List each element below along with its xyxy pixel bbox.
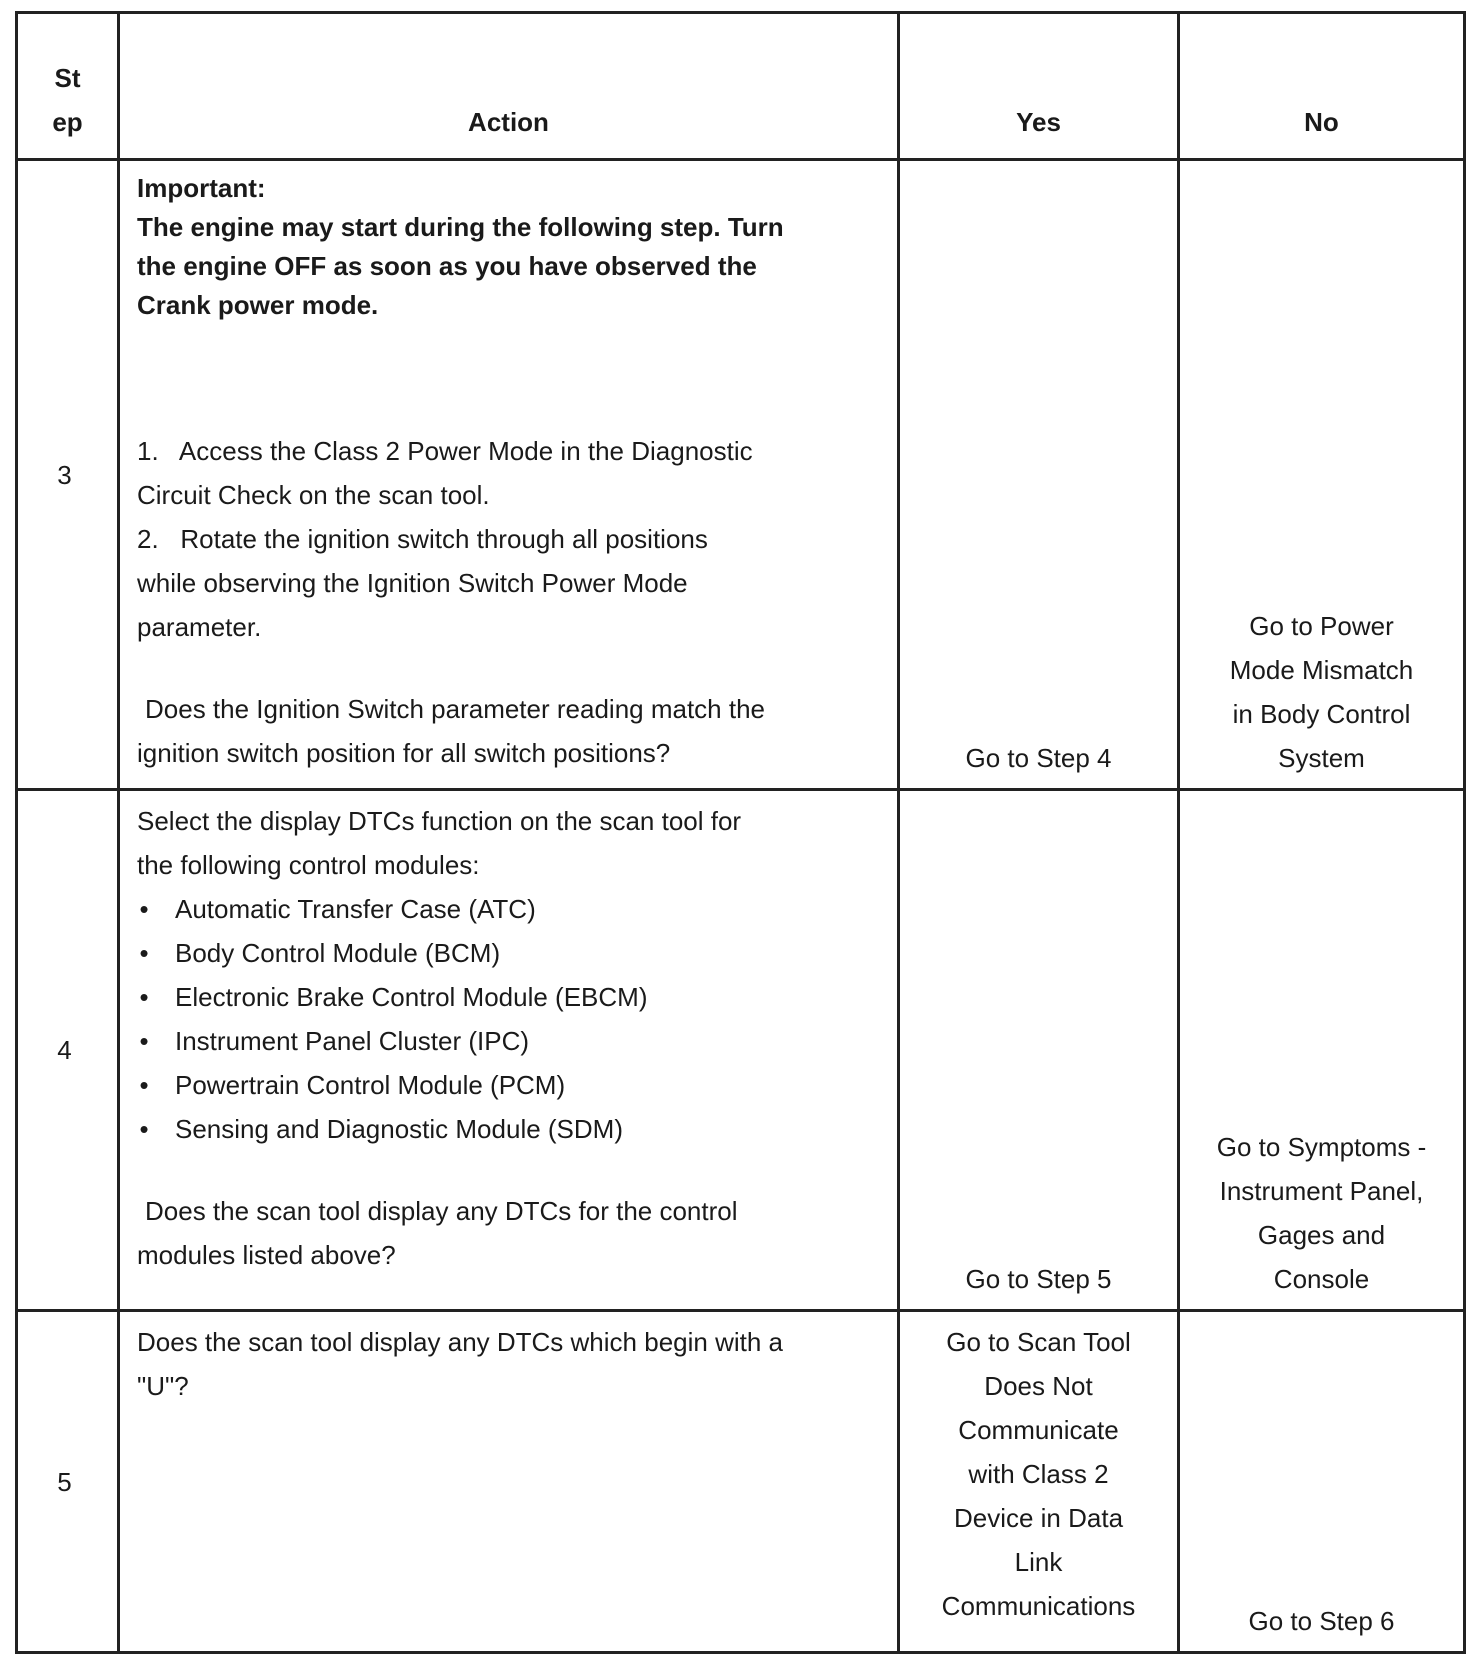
yes-link-line: Does Not bbox=[984, 1371, 1093, 1401]
bullet-icon: • bbox=[139, 982, 149, 1012]
question-line: "U"? bbox=[137, 1371, 189, 1401]
bullet-icon: • bbox=[139, 938, 149, 968]
important-text-line: Crank power mode. bbox=[137, 290, 379, 320]
no-cell bbox=[1179, 1311, 1465, 1653]
table-row-step-4 bbox=[17, 790, 1465, 1311]
no-link-line: Go to Power bbox=[1249, 611, 1394, 641]
yes-link-line: Device in Data bbox=[953, 1503, 1124, 1533]
no-link-line: Go to Symptoms - bbox=[1216, 1132, 1427, 1162]
yes-link[interactable] bbox=[918, 1320, 1159, 1628]
important-note bbox=[137, 169, 887, 325]
bullet-icon: • bbox=[139, 1114, 149, 1144]
action-cell bbox=[119, 1311, 899, 1653]
no-link-line: Gages and bbox=[1257, 1220, 1386, 1250]
important-label: Important: bbox=[137, 173, 266, 203]
action-cell bbox=[119, 790, 899, 1311]
header-no: No bbox=[1179, 13, 1465, 160]
yes-link[interactable]: Go to Step 5 bbox=[965, 1264, 1112, 1294]
no-cell bbox=[1179, 160, 1465, 790]
header-step bbox=[17, 13, 119, 160]
yes-cell bbox=[899, 160, 1179, 790]
list-item bbox=[137, 1063, 887, 1107]
yes-link-line: with Class 2 bbox=[968, 1459, 1109, 1489]
bullet-icon: • bbox=[139, 1070, 149, 1100]
list-item bbox=[137, 1107, 887, 1151]
no-link[interactable] bbox=[1198, 604, 1445, 780]
no-link-line: System bbox=[1278, 743, 1365, 773]
numbered-step-line: 1. Access the Class 2 Power Mode in the Diagnostic bbox=[137, 436, 753, 466]
question-line: Does the scan tool display any DTCs which begin with a bbox=[137, 1327, 783, 1357]
numbered-step-line: parameter. bbox=[137, 612, 262, 642]
numbered-steps bbox=[137, 429, 887, 649]
header-row bbox=[17, 13, 1465, 160]
step-number: 5 bbox=[17, 1311, 119, 1653]
intro-line: Select the display DTCs function on the scan tool for bbox=[137, 806, 742, 836]
diagnostic-table bbox=[15, 11, 1466, 1654]
no-link-line: Instrument Panel, bbox=[1219, 1176, 1424, 1206]
intro-line: the following control modules: bbox=[137, 850, 480, 880]
question bbox=[137, 1189, 887, 1277]
list-item bbox=[137, 1019, 887, 1063]
numbered-step-line: Circuit Check on the scan tool. bbox=[137, 480, 490, 510]
list-item-text: Instrument Panel Cluster (IPC) bbox=[175, 1026, 530, 1056]
list-item bbox=[137, 887, 887, 931]
question bbox=[137, 1320, 887, 1408]
no-link-line: Mode Mismatch bbox=[1229, 655, 1414, 685]
yes-cell bbox=[899, 1311, 1179, 1653]
yes-link-line: Communications bbox=[941, 1591, 1136, 1621]
numbered-step-line: 2. Rotate the ignition switch through all positions bbox=[137, 524, 708, 554]
list-item bbox=[137, 931, 887, 975]
list-item-text: Powertrain Control Module (PCM) bbox=[175, 1070, 566, 1100]
step-number: 4 bbox=[17, 790, 119, 1311]
header-yes: Yes bbox=[899, 13, 1179, 160]
list-item-text: Body Control Module (BCM) bbox=[175, 938, 501, 968]
step-number: 3 bbox=[17, 160, 119, 790]
question-line: ignition switch position for all switch positions? bbox=[137, 738, 671, 768]
question-line: modules listed above? bbox=[137, 1240, 396, 1270]
no-cell bbox=[1179, 790, 1465, 1311]
question bbox=[137, 687, 887, 775]
no-link[interactable] bbox=[1198, 1125, 1445, 1301]
bullet-icon: • bbox=[139, 1026, 149, 1056]
table-row-step-5 bbox=[17, 1311, 1465, 1653]
list-item-text: Sensing and Diagnostic Module (SDM) bbox=[175, 1114, 623, 1144]
action-cell bbox=[119, 160, 899, 790]
header-step-line: ep bbox=[52, 107, 83, 137]
question-line: Does the scan tool display any DTCs for the control bbox=[145, 1196, 738, 1226]
no-link-line: in Body Control bbox=[1232, 699, 1411, 729]
yes-cell bbox=[899, 790, 1179, 1311]
yes-link-line: Go to Scan Tool bbox=[946, 1327, 1131, 1357]
no-link-line: Console bbox=[1273, 1264, 1370, 1294]
list-item-text: Electronic Brake Control Module (EBCM) bbox=[175, 982, 648, 1012]
header-step-line: St bbox=[54, 63, 81, 93]
table-row-step-3 bbox=[17, 160, 1465, 790]
yes-link-line: Link bbox=[1014, 1547, 1063, 1577]
module-list bbox=[137, 887, 887, 1151]
bullet-icon: • bbox=[139, 894, 149, 924]
question-line: Does the Ignition Switch parameter reading match the bbox=[145, 694, 766, 724]
yes-link-line: Communicate bbox=[958, 1415, 1119, 1445]
no-link[interactable]: Go to Step 6 bbox=[1248, 1606, 1395, 1636]
header-action: Action bbox=[119, 13, 899, 160]
list-item bbox=[137, 975, 887, 1019]
important-text-line: the engine OFF as soon as you have observed the bbox=[137, 251, 757, 281]
yes-link[interactable]: Go to Step 4 bbox=[965, 743, 1112, 773]
numbered-step-line: while observing the Ignition Switch Power Mode bbox=[137, 568, 688, 598]
important-text-line: The engine may start during the following step. Turn bbox=[137, 212, 784, 242]
list-item-text: Automatic Transfer Case (ATC) bbox=[175, 894, 536, 924]
